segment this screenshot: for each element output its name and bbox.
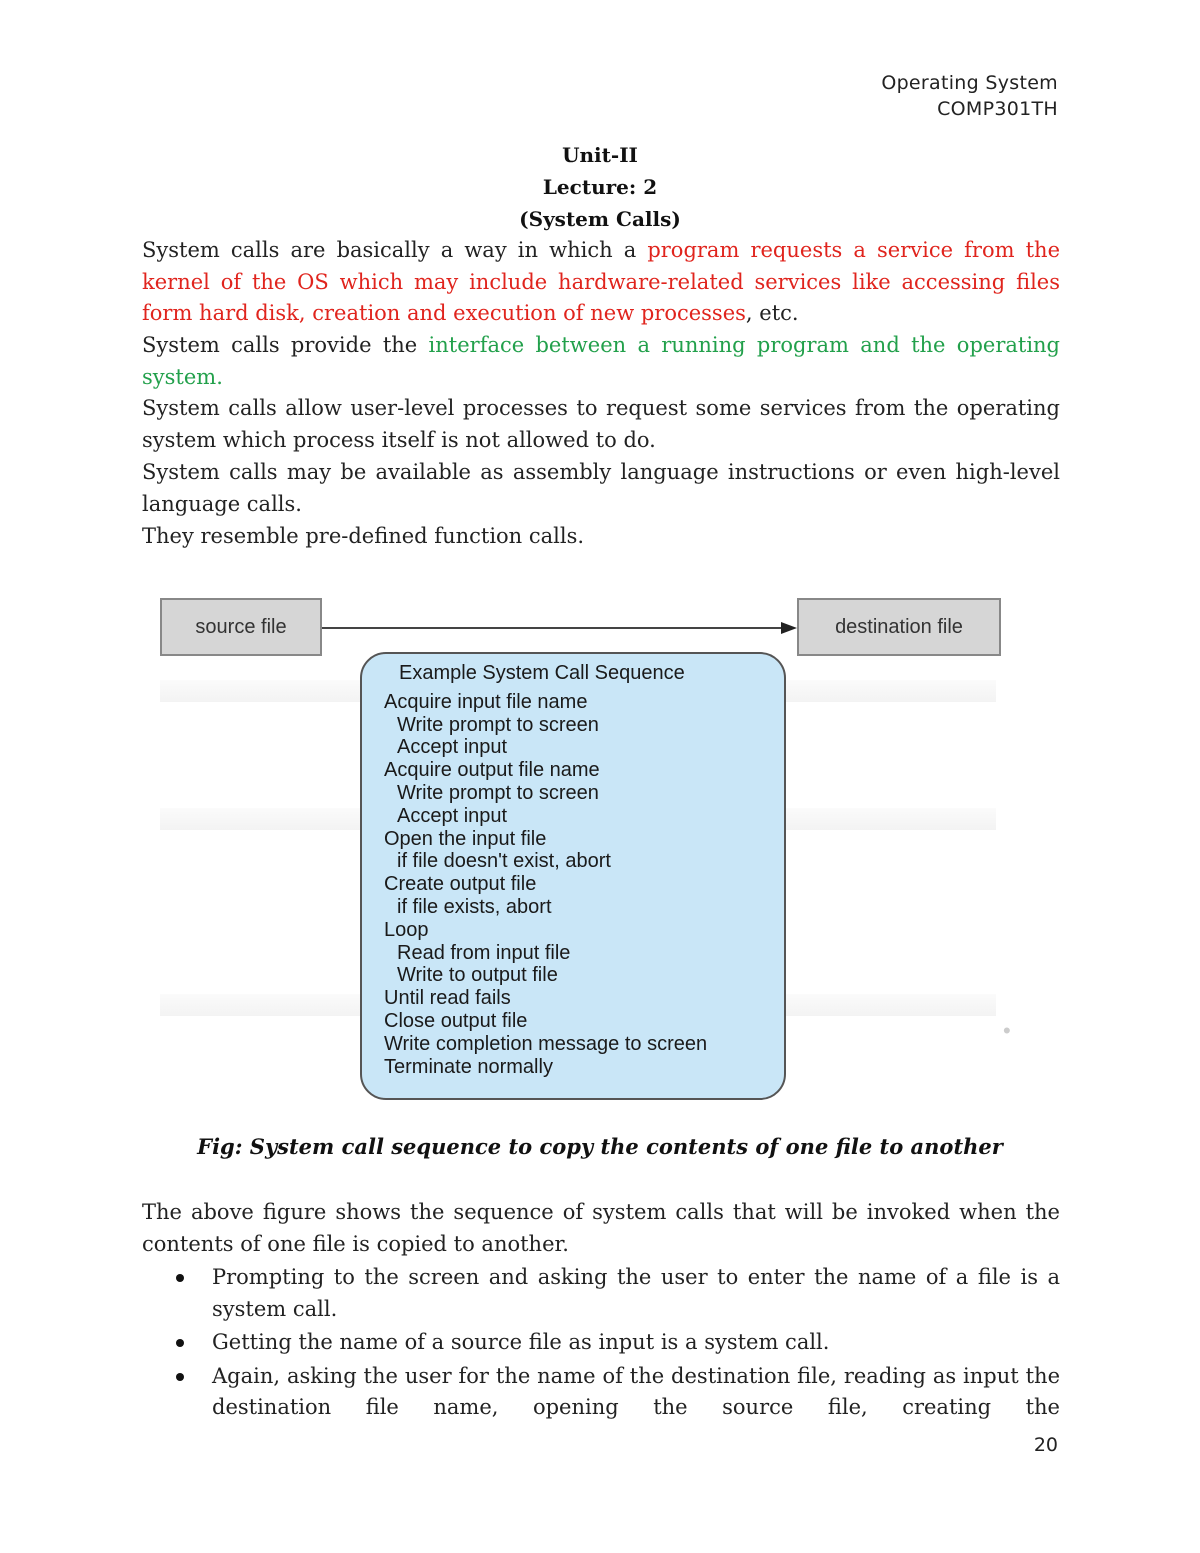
lecture-title: Lecture: 2 bbox=[542, 175, 658, 199]
figure-caption: Fig: System call sequence to copy the contents of one file to another bbox=[197, 1134, 1003, 1159]
bullet-item: Prompting to the screen and asking the user to enter the name of a file is a system call. bbox=[142, 1262, 1060, 1325]
sequence-step: Write prompt to screen bbox=[397, 781, 599, 804]
bullet-item: Getting the name of a source file as input is a system call. bbox=[142, 1327, 1060, 1359]
paragraph-definition-highlight: program requests a service from the kernel of the OS which may include hardware-related services like accessing files form hard disk, creation and execution of new processes bbox=[142, 238, 1060, 326]
sequence-step: Acquire input file name bbox=[384, 690, 588, 713]
bullet-list bbox=[142, 1262, 1060, 1426]
header-course-code: COMP301TH bbox=[937, 98, 1058, 120]
sequence-step: Create output file bbox=[384, 873, 537, 896]
header-course-name: Operating System bbox=[881, 72, 1058, 94]
paragraph-availability: System calls may be available as assembly language instructions or even high-level language calls. bbox=[142, 460, 1060, 516]
paragraph-user-level: System calls allow user-level processes to request some services from the operating system which process itself is not allowed to do. bbox=[142, 396, 1060, 452]
sequence-step: if file doesn't exist, abort bbox=[397, 850, 611, 873]
system-call-figure bbox=[155, 590, 1015, 1115]
paragraph-definition-tail: , etc. bbox=[745, 301, 799, 326]
sequence-step: Read from input file bbox=[397, 941, 571, 964]
sequence-step: Acquire output file name bbox=[384, 759, 600, 782]
source-file-box: source file bbox=[160, 598, 322, 656]
paragraph-figure-explanation: The above figure shows the sequence of system calls that will be invoked when the contents of one file is copied to another. bbox=[142, 1200, 1060, 1256]
sequence-step: Write prompt to screen bbox=[397, 713, 599, 736]
paragraph-interface-lead: System calls provide the bbox=[142, 333, 429, 357]
sequence-step: Open the input file bbox=[384, 827, 547, 850]
paragraph-definition-lead: System calls are basically a way in which a bbox=[142, 238, 648, 262]
sequence-step: Until read fails bbox=[384, 987, 511, 1010]
topic-title: (System Calls) bbox=[519, 207, 681, 231]
unit-title: Unit-II bbox=[562, 143, 638, 167]
sequence-step: Close output file bbox=[384, 1009, 528, 1032]
paragraph-interface-highlight: interface between a running program and the operating system. bbox=[142, 333, 1061, 389]
scan-artifact: • bbox=[1003, 1018, 1011, 1043]
sequence-step: Write completion message to screen bbox=[384, 1032, 708, 1055]
page-number: 20 bbox=[1033, 1434, 1058, 1456]
paragraph-interface bbox=[142, 330, 1060, 393]
paragraph-resemble: They resemble pre-defined function calls. bbox=[142, 524, 585, 548]
sequence-step: Write to output file bbox=[397, 964, 558, 987]
system-call-sequence-box bbox=[360, 652, 786, 1100]
paragraph-definition bbox=[142, 235, 1060, 330]
sequence-step: Accept input bbox=[397, 736, 508, 759]
sequence-step: Accept input bbox=[397, 804, 508, 827]
sequence-step: if file exists, abort bbox=[397, 895, 552, 918]
copy-arrow-head bbox=[781, 622, 797, 634]
sequence-title: Example System Call Sequence bbox=[399, 662, 685, 684]
destination-file-box: destination file bbox=[797, 598, 1001, 656]
sequence-step: Terminate normally bbox=[384, 1055, 553, 1078]
bullet-item: Again, asking the user for the name of the destination file, reading as input the destination file name, opening the source file, creating the bbox=[142, 1361, 1060, 1424]
sequence-step: Loop bbox=[384, 918, 429, 941]
